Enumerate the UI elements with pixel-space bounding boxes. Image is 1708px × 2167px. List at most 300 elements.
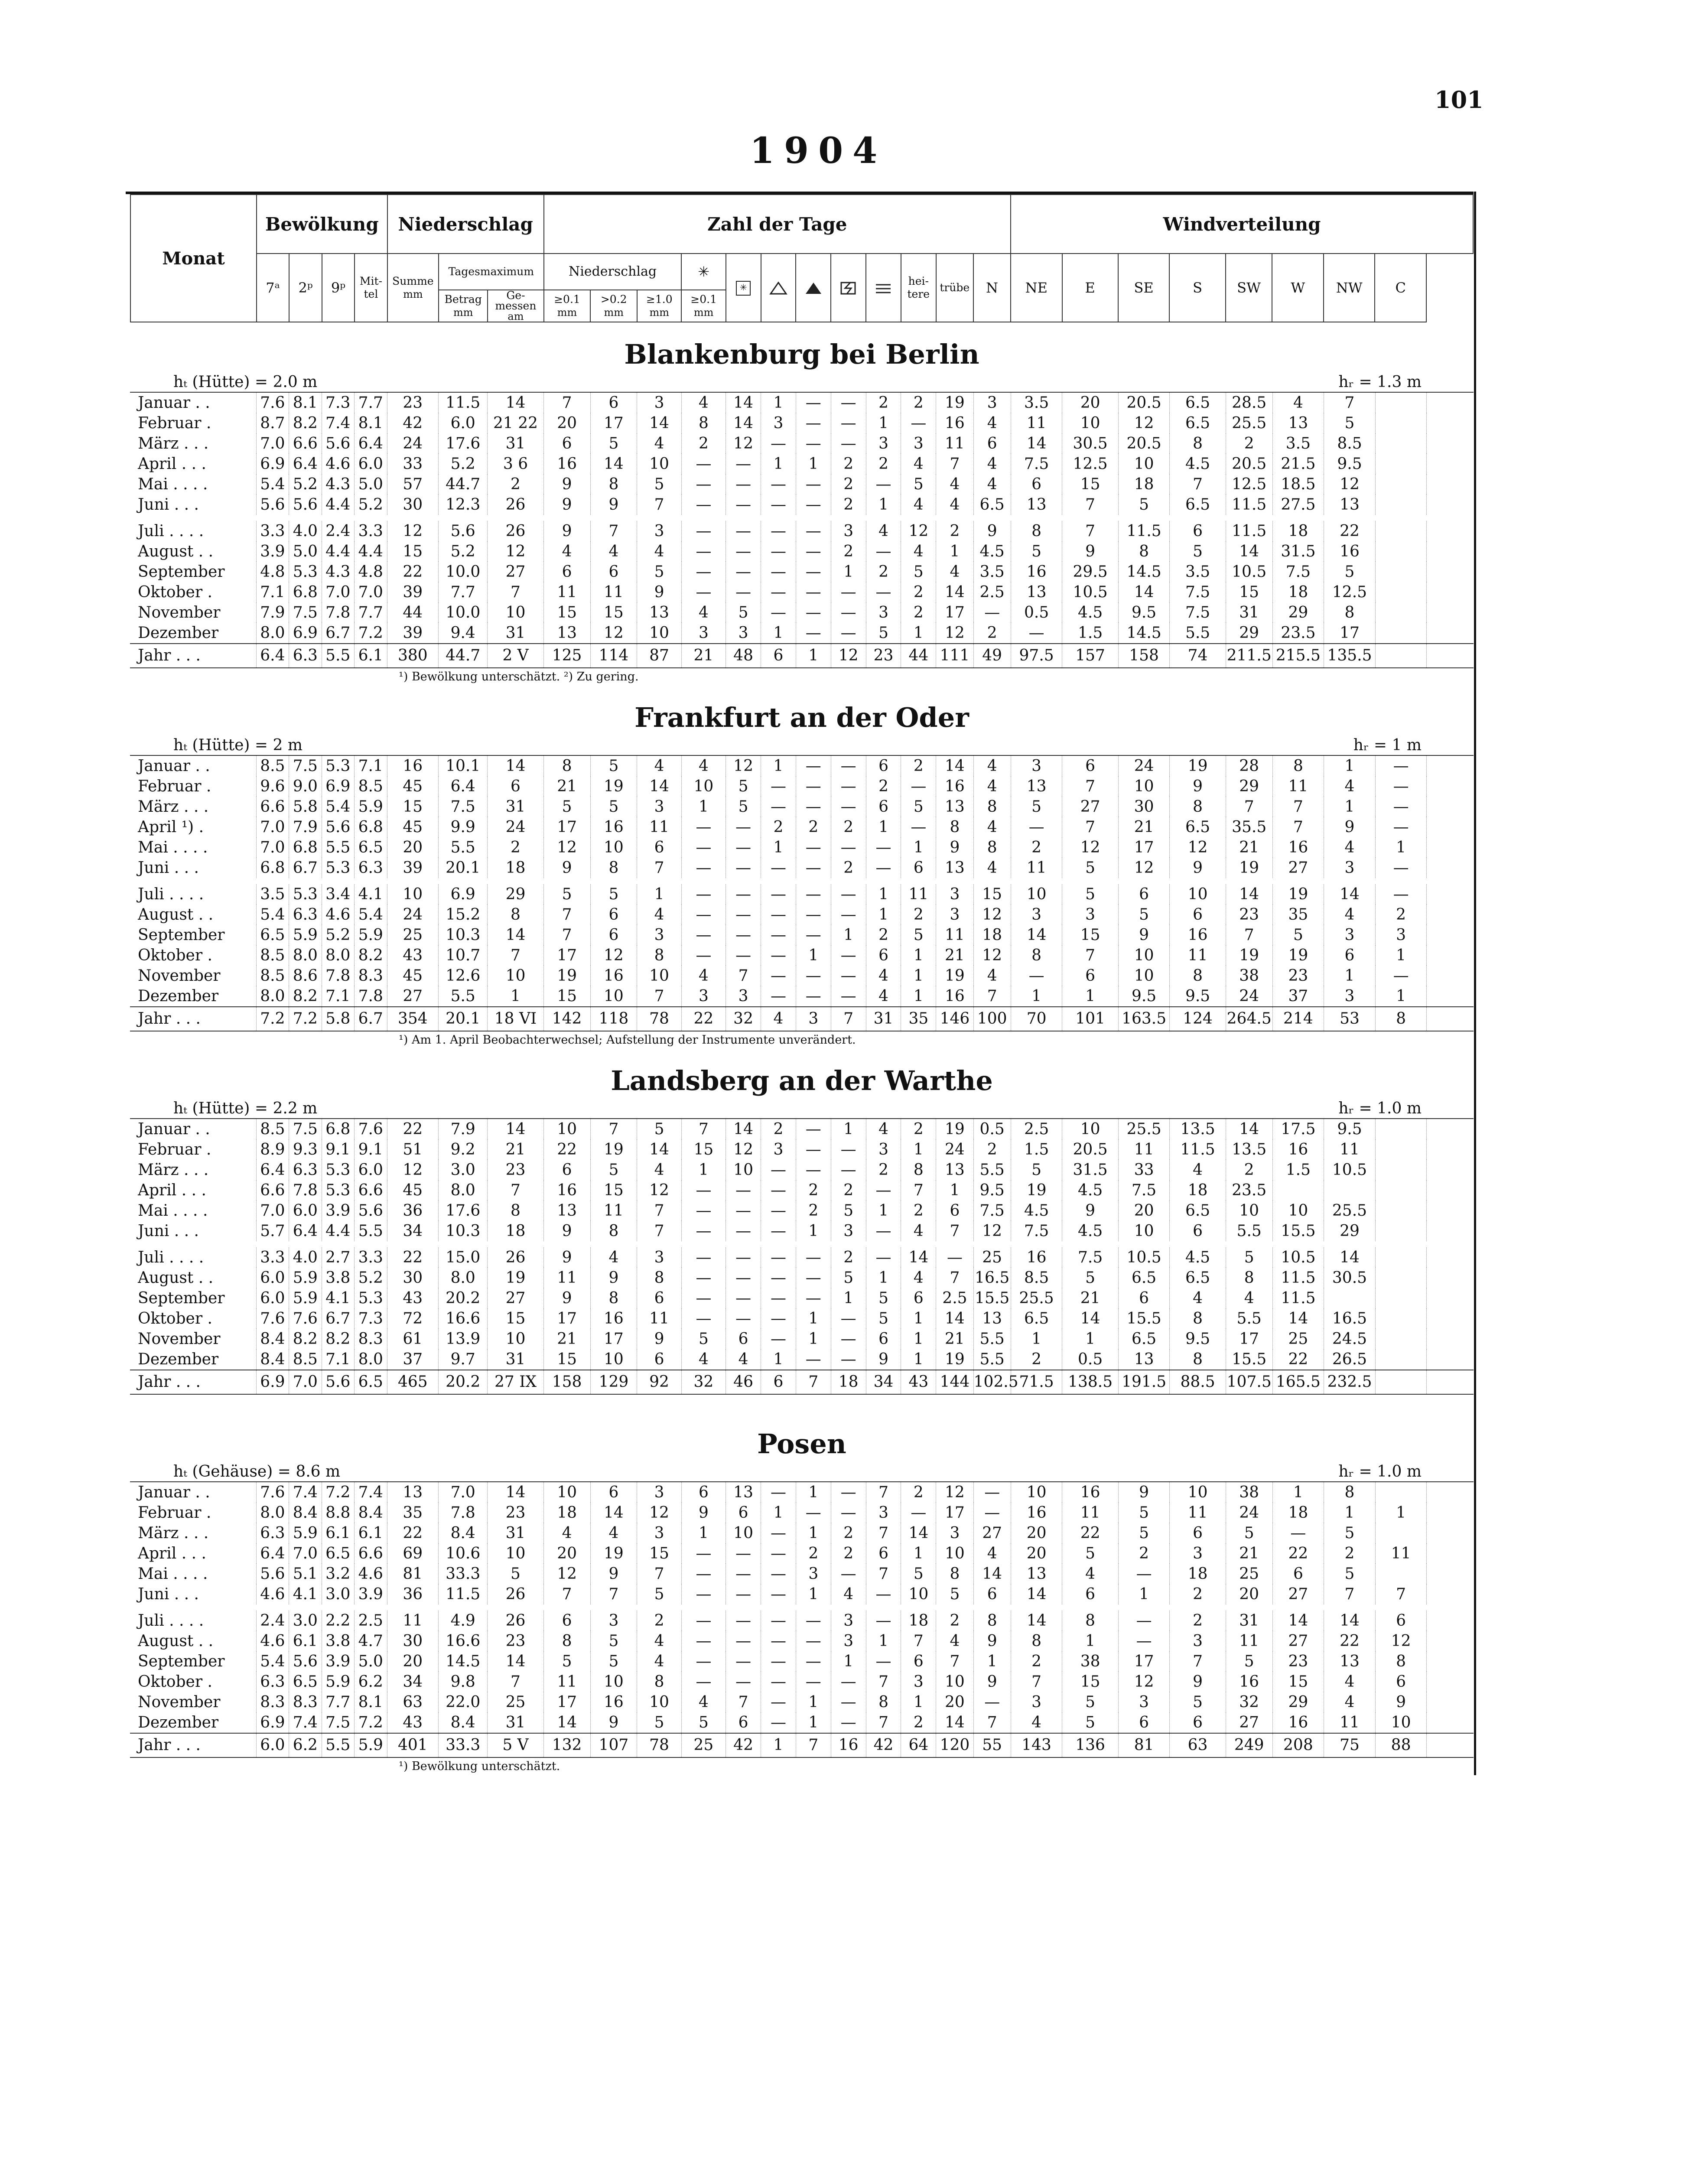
wind-w-cell: 18 — [1272, 1503, 1324, 1523]
wind-n-cell: 4 — [973, 413, 1011, 433]
header-niederschlag-days: Niederschlag — [544, 254, 682, 290]
hail-days-cell: 6 — [761, 644, 796, 668]
fog-days-cell: 4 — [866, 521, 901, 541]
hail-days-cell: — — [761, 1631, 796, 1651]
wind-n-cell: 6 — [973, 433, 1011, 454]
wind-sw-cell: 27 — [1226, 1712, 1272, 1733]
precip-max-cell: 10.6 — [439, 1543, 488, 1564]
graupel-days-cell: — — [796, 582, 831, 602]
thunder-days-cell: — — [831, 1672, 866, 1692]
days-10-cell: 3 — [637, 521, 681, 541]
overcast-days-cell: — — [936, 1247, 973, 1268]
cloud-mean-cell: 6.8 — [355, 817, 387, 837]
month-row — [130, 858, 1474, 878]
overcast-days-cell: 13 — [936, 858, 973, 878]
precip-date-cell: 14 — [488, 755, 543, 776]
clear-days-cell: 10 — [901, 1584, 936, 1604]
wind-c-cell — [1375, 1523, 1427, 1543]
overcast-days-cell: 16 — [936, 413, 973, 433]
cloud-9p-cell: 4.6 — [322, 905, 354, 925]
station-title: Landsberg an der Warthe — [611, 1065, 993, 1097]
wind-w-cell: 6 — [1272, 1564, 1324, 1584]
overcast-days-cell: 19 — [936, 1119, 973, 1139]
days-02-cell: 5 — [590, 1160, 637, 1180]
month-cell: Dezember — [138, 987, 219, 1005]
cloud-9p-cell: 5.3 — [322, 755, 354, 776]
graupel-days-cell: 1 — [796, 454, 831, 474]
thunder-days-cell: — — [831, 1482, 866, 1503]
days-10-cell: 5 — [637, 1119, 681, 1139]
snow-days-cell: — — [681, 1288, 725, 1308]
snow-days-cell: — — [681, 474, 725, 495]
cloud-2p-cell: 7.8 — [289, 1180, 322, 1201]
month-cell: Jahr . . . — [130, 1370, 256, 1394]
hail-days-cell: — — [761, 1672, 796, 1692]
month-row — [130, 1584, 1474, 1604]
overcast-days-cell: 7 — [936, 454, 973, 474]
threshold-label: ≥0.1 — [690, 293, 717, 306]
snow-days-cell: — — [681, 1631, 725, 1651]
raingauge-height: hᵣ = 1.0 m — [1338, 1463, 1422, 1480]
wind-sw-cell: 25 — [1226, 1564, 1272, 1584]
precip-sum-cell: 35 — [387, 1503, 439, 1523]
wind-n-cell: 12 — [973, 1221, 1011, 1241]
precip-sum-cell: 10 — [387, 884, 439, 905]
cloud-mean-cell: 2.5 — [355, 1611, 387, 1631]
graupel-days-cell: 3 — [796, 1564, 831, 1584]
month-row — [130, 1160, 1474, 1180]
days-01-cell: 7 — [543, 1584, 590, 1604]
hail-days-cell: 3 — [761, 413, 796, 433]
hail-days-cell: 6 — [761, 1370, 796, 1394]
snowcover-days-cell: — — [726, 1611, 761, 1631]
wind-sw-cell: 8 — [1226, 1268, 1272, 1288]
station-meta — [130, 372, 1474, 392]
graupel-days-cell: — — [796, 495, 831, 515]
clear-days-cell: 7 — [901, 1631, 936, 1651]
clear-days-cell: 12 — [901, 521, 936, 541]
graupel-days-cell: 1 — [796, 1329, 831, 1349]
days-01-cell: 9 — [543, 858, 590, 878]
hail-days-cell: — — [761, 966, 796, 986]
empty-cell — [1427, 495, 1474, 515]
wind-w-cell: 22 — [1272, 1543, 1324, 1564]
days-10-cell: 11 — [637, 817, 681, 837]
days-01-cell: 9 — [543, 521, 590, 541]
precip-sum-cell: 20 — [387, 837, 439, 858]
wind-e-cell: 1 — [1062, 1329, 1118, 1349]
precip-date-cell: 31 — [488, 1349, 543, 1370]
days-01-cell: 5 — [543, 797, 590, 817]
precip-max-cell: 7.8 — [439, 1503, 488, 1523]
wind-e-cell: 29.5 — [1062, 562, 1118, 582]
thunder-days-cell: 5 — [831, 1201, 866, 1221]
wind-sw-cell: 21 — [1226, 1543, 1272, 1564]
thunder-days-cell: 1 — [831, 1119, 866, 1139]
days-02-cell: 6 — [590, 1482, 637, 1503]
wind-s-cell: 12 — [1170, 837, 1226, 858]
overcast-days-cell: 19 — [936, 966, 973, 986]
wind-sw-cell: 5.5 — [1226, 1308, 1272, 1329]
wind-s-cell: 19 — [1170, 755, 1226, 776]
header-bewoelkung: Bewölkung — [257, 195, 387, 254]
cloud-mean-cell: 5.3 — [355, 1288, 387, 1308]
month-row — [130, 1308, 1474, 1329]
fog-days-cell: 4 — [866, 986, 901, 1007]
cloud-9p-cell: 9.1 — [322, 1139, 354, 1160]
precip-date-cell: 23 — [488, 1160, 543, 1180]
cloud-9p-cell: 6.8 — [322, 1119, 354, 1139]
overcast-days-cell: 4 — [936, 562, 973, 582]
days-10-cell: 87 — [637, 644, 681, 668]
clear-days-cell: 2 — [901, 1482, 936, 1503]
wind-s-cell: 9 — [1170, 1672, 1226, 1692]
cloud-9p-cell: 3.8 — [322, 1631, 354, 1651]
thunder-days-cell: — — [831, 776, 866, 797]
wind-ne-cell: 2 — [1011, 837, 1062, 858]
wind-ne-cell: 2.5 — [1011, 1119, 1062, 1139]
precip-sum-cell: 37 — [387, 1349, 439, 1370]
days-10-cell: 6 — [637, 1349, 681, 1370]
wind-w-cell: 8 — [1272, 755, 1324, 776]
wind-ne-cell: 5 — [1011, 797, 1062, 817]
wind-sw-cell: 14 — [1226, 541, 1272, 562]
cloud-7a-cell: 3.5 — [256, 884, 289, 905]
empty-cell — [1427, 1201, 1474, 1221]
days-10-cell: 10 — [637, 454, 681, 474]
hail-days-cell: — — [761, 1564, 796, 1584]
station-table — [130, 755, 1474, 1031]
empty-cell — [1427, 966, 1474, 986]
empty-cell — [1427, 837, 1474, 858]
wind-nw-cell: 13 — [1324, 1651, 1376, 1672]
raingauge-height: hᵣ = 1.3 m — [1338, 373, 1422, 391]
precip-date-cell: 8 — [488, 1201, 543, 1221]
month-cell: August . . — [138, 543, 214, 560]
wind-nw-cell: 14 — [1324, 884, 1376, 905]
wind-w-cell: 35 — [1272, 905, 1324, 925]
cloud-7a-cell: 5.4 — [256, 905, 289, 925]
snow-days-cell: 25 — [681, 1733, 725, 1757]
wind-n-cell: 8 — [973, 1611, 1011, 1631]
graupel-days-cell: 1 — [796, 1308, 831, 1329]
precip-sum-cell: 34 — [387, 1221, 439, 1241]
days-10-cell: 13 — [637, 602, 681, 623]
wind-n-cell: 4 — [973, 454, 1011, 474]
month-row — [130, 905, 1474, 925]
precip-sum-cell: 15 — [387, 541, 439, 562]
precip-date-cell: 10 — [488, 602, 543, 623]
cloud-mean-cell: 7.2 — [355, 1712, 387, 1733]
wind-ne-cell: 11 — [1011, 413, 1062, 433]
snow-days-cell: 4 — [681, 1692, 725, 1712]
wind-s-cell: 4.5 — [1170, 454, 1226, 474]
wind-s-cell: 13.5 — [1170, 1119, 1226, 1139]
snowcover-days-cell: 14 — [726, 413, 761, 433]
cloud-mean-cell: 6.4 — [355, 433, 387, 454]
wind-n-cell: 8 — [973, 837, 1011, 858]
precip-date-cell: 10 — [488, 1329, 543, 1349]
wind-ne-cell: 3 — [1011, 755, 1062, 776]
graupel-icon — [796, 254, 831, 322]
wind-nw-cell: 16.5 — [1324, 1308, 1376, 1329]
page-number: 101 — [1435, 86, 1484, 114]
precip-date-cell: 5 V — [488, 1733, 543, 1757]
month-row — [130, 1523, 1474, 1543]
snowcover-days-cell: 42 — [726, 1733, 761, 1757]
month-row — [130, 602, 1474, 623]
wind-e-cell: 101 — [1062, 1007, 1118, 1031]
cloud-mean-cell: 7.7 — [355, 602, 387, 623]
fog-days-cell: — — [866, 858, 901, 878]
days-02-cell: 8 — [590, 1288, 637, 1308]
wind-w-cell: 4 — [1272, 392, 1324, 413]
month-row — [130, 413, 1474, 433]
precip-date-cell: 31 — [488, 433, 543, 454]
clear-days-cell: 4 — [901, 454, 936, 474]
snowcover-days-cell: — — [726, 1221, 761, 1241]
wind-w-cell: — — [1272, 1523, 1324, 1543]
month-cell: Januar . . — [138, 757, 210, 775]
precip-date-cell: 26 — [488, 495, 543, 515]
days-02-cell: 19 — [590, 1139, 637, 1160]
wind-s-cell: 7.5 — [1170, 582, 1226, 602]
empty-cell — [1427, 433, 1474, 454]
snow-days-cell: — — [681, 945, 725, 966]
empty-cell — [1427, 986, 1474, 1007]
thunder-days-cell: — — [831, 1139, 866, 1160]
days-10-cell: 4 — [637, 433, 681, 454]
days-10-cell: 3 — [637, 1523, 681, 1543]
cloud-2p-cell: 5.8 — [289, 797, 322, 817]
wind-nw-cell: 14 — [1324, 1247, 1376, 1268]
unit-mm: mm — [403, 288, 423, 300]
days-10-cell: 7 — [637, 1564, 681, 1584]
fog-days-cell: 6 — [866, 797, 901, 817]
wind-sw-cell: 19 — [1226, 945, 1272, 966]
wind-ne-cell: 16 — [1011, 1247, 1062, 1268]
month-cell: Februar . — [138, 1504, 211, 1522]
snowcover-days-cell: — — [726, 541, 761, 562]
days-02-cell: 6 — [590, 562, 637, 582]
fog-days-cell: 1 — [866, 817, 901, 837]
days-02-cell: 6 — [590, 905, 637, 925]
station-footnote — [399, 1396, 1474, 1412]
clear-days-cell: 6 — [901, 858, 936, 878]
graupel-days-cell: 1 — [796, 1221, 831, 1241]
graupel-days-cell: — — [796, 1611, 831, 1631]
wind-e-cell: 5 — [1062, 858, 1118, 878]
snow-icon: ✳ — [681, 254, 725, 290]
cloud-2p-cell: 6.3 — [289, 1160, 322, 1180]
wind-c-cell — [1375, 602, 1427, 623]
thermometer-height: hₜ (Hütte) = 2 m — [173, 736, 303, 754]
cloud-mean-cell: 3.3 — [355, 521, 387, 541]
wind-se-cell: 9 — [1118, 1482, 1170, 1503]
thunder-days-cell: — — [831, 1160, 866, 1180]
empty-cell — [1427, 1329, 1474, 1349]
empty-cell — [1427, 1503, 1474, 1523]
cloud-7a-cell: 7.0 — [256, 817, 289, 837]
cloud-2p-cell: 6.1 — [289, 1631, 322, 1651]
wind-sw-cell: 7 — [1226, 797, 1272, 817]
wind-e-cell: 27 — [1062, 797, 1118, 817]
cloud-7a-cell: 7.9 — [256, 602, 289, 623]
precip-max-cell: 10.1 — [439, 755, 488, 776]
wind-c-cell — [1375, 644, 1427, 668]
wind-w-cell: 11.5 — [1272, 1268, 1324, 1288]
header-truebe: trübe — [936, 254, 973, 322]
days-02-cell: 4 — [590, 1523, 637, 1543]
precip-sum-cell: 16 — [387, 755, 439, 776]
days-02-cell: 9 — [590, 1268, 637, 1288]
snow-days-cell: 1 — [681, 797, 725, 817]
empty-cell — [1427, 945, 1474, 966]
annual-row — [130, 1733, 1474, 1757]
wind-s-cell: 6.5 — [1170, 413, 1226, 433]
cloud-7a-cell: 6.9 — [256, 1712, 289, 1733]
cloud-7a-cell: 6.8 — [256, 858, 289, 878]
station-table — [130, 1481, 1474, 1758]
cloud-9p-cell: 4.4 — [322, 541, 354, 562]
wind-c-cell: 9 — [1375, 1692, 1427, 1712]
graupel-days-cell: 2 — [796, 1201, 831, 1221]
cloud-7a-cell: 6.6 — [256, 1180, 289, 1201]
empty-cell — [1427, 1584, 1474, 1604]
precip-max-cell: 3.0 — [439, 1160, 488, 1180]
overcast-days-cell: 7 — [936, 1268, 973, 1288]
wind-se-cell: 10 — [1118, 945, 1170, 966]
cloud-7a-cell: 8.3 — [256, 1692, 289, 1712]
cloud-mean-cell: 6.0 — [355, 454, 387, 474]
days-10-cell: 7 — [637, 986, 681, 1007]
wind-se-cell: 11.5 — [1118, 521, 1170, 541]
graupel-days-cell: — — [796, 1160, 831, 1180]
wind-nw-cell: 3 — [1324, 925, 1376, 945]
hail-days-cell: — — [761, 1543, 796, 1564]
wind-w-cell: 7 — [1272, 817, 1324, 837]
precip-sum-cell: 72 — [387, 1308, 439, 1329]
clear-days-cell: 2 — [901, 602, 936, 623]
precip-max-cell: 5.2 — [439, 454, 488, 474]
wind-s-cell: 3 — [1170, 1543, 1226, 1564]
cloud-7a-cell: 8.5 — [256, 945, 289, 966]
wind-ne-cell: 10 — [1011, 884, 1062, 905]
thunder-days-cell: — — [831, 1329, 866, 1349]
snow-days-cell: — — [681, 1651, 725, 1672]
cloud-mean-cell: 9.1 — [355, 1139, 387, 1160]
wind-c-cell: 1 — [1375, 837, 1427, 858]
precip-date-cell: 18 VI — [488, 1007, 543, 1031]
wind-se-cell: 12 — [1118, 413, 1170, 433]
precip-date-cell: 7 — [488, 582, 543, 602]
month-row — [130, 1482, 1474, 1503]
wind-n-cell: 9 — [973, 1672, 1011, 1692]
precip-sum-cell: 24 — [387, 905, 439, 925]
overcast-days-cell: 12 — [936, 623, 973, 644]
days-10-cell: 2 — [637, 1611, 681, 1631]
station-meta — [130, 1461, 1474, 1481]
snowcover-days-cell: — — [726, 454, 761, 474]
month-cell: März . . . — [138, 1161, 209, 1179]
empty-cell — [1427, 1611, 1474, 1631]
days-01-cell: 4 — [543, 541, 590, 562]
cloud-mean-cell: 6.2 — [355, 1672, 387, 1692]
graupel-days-cell: — — [796, 884, 831, 905]
empty-cell — [1427, 817, 1474, 837]
days-10-cell: 5 — [637, 474, 681, 495]
snowcover-days-cell: — — [726, 884, 761, 905]
empty-cell — [1427, 925, 1474, 945]
cloud-7a-cell: 3.3 — [256, 521, 289, 541]
graupel-days-cell: — — [796, 797, 831, 817]
cloud-7a-cell: 8.7 — [256, 413, 289, 433]
precip-date-cell: 7 — [488, 945, 543, 966]
month-row — [130, 454, 1474, 474]
snow-days-cell: — — [681, 837, 725, 858]
precip-max-cell: 6.4 — [439, 776, 488, 797]
days-10-cell: 4 — [637, 1651, 681, 1672]
cloud-mean-cell: 5.4 — [355, 905, 387, 925]
cloud-mean-cell: 6.1 — [355, 1523, 387, 1543]
wind-nw-cell: 24.5 — [1324, 1329, 1376, 1349]
hail-days-cell: — — [761, 884, 796, 905]
empty-cell — [1427, 521, 1474, 541]
cloud-7a-cell: 6.0 — [256, 1733, 289, 1757]
cloud-7a-cell: 7.6 — [256, 1482, 289, 1503]
cloud-mean-cell: 5.5 — [355, 1221, 387, 1241]
wind-w-cell: 17.5 — [1272, 1119, 1324, 1139]
cloud-7a-cell: 6.9 — [256, 1370, 289, 1394]
wind-w-cell: 27.5 — [1272, 495, 1324, 515]
wind-se-cell: 8 — [1118, 541, 1170, 562]
snowcover-days-cell: — — [726, 837, 761, 858]
empty-cell — [1427, 1564, 1474, 1584]
snowcover-days-cell: 6 — [726, 1712, 761, 1733]
cloud-2p-cell: 8.0 — [289, 945, 322, 966]
wind-e-cell: 5 — [1062, 884, 1118, 905]
wind-se-cell: 25.5 — [1118, 1119, 1170, 1139]
header-9p: 9ᵖ — [322, 254, 355, 322]
clear-days-cell: 2 — [901, 755, 936, 776]
days-10-cell: 5 — [637, 1584, 681, 1604]
snow-days-cell: 4 — [681, 602, 725, 623]
wind-c-cell — [1375, 1201, 1427, 1221]
wind-nw-cell: 4 — [1324, 1692, 1376, 1712]
wind-e-cell: 7 — [1062, 495, 1118, 515]
thunder-days-cell: 1 — [831, 562, 866, 582]
overcast-days-cell: 5 — [936, 1584, 973, 1604]
wind-nw-cell: 1 — [1324, 755, 1376, 776]
month-cell: Februar . — [138, 1141, 211, 1158]
cloud-2p-cell: 8.5 — [289, 1349, 322, 1370]
days-10-cell: 14 — [637, 776, 681, 797]
precip-date-cell: 29 — [488, 884, 543, 905]
wind-ne-cell: 6 — [1011, 474, 1062, 495]
thunder-days-cell: — — [831, 905, 866, 925]
cloud-7a-cell: 4.6 — [256, 1584, 289, 1604]
wind-w-cell: 27 — [1272, 1631, 1324, 1651]
days-10-cell: 8 — [637, 1672, 681, 1692]
cloud-9p-cell: 4.6 — [322, 454, 354, 474]
days-02-cell: 16 — [590, 966, 637, 986]
wind-se-cell: 6 — [1118, 1712, 1170, 1733]
days-01-cell: 21 — [543, 1329, 590, 1349]
wind-sw-cell: 35.5 — [1226, 817, 1272, 837]
days-01-cell: 17 — [543, 1308, 590, 1329]
precip-date-cell: 31 — [488, 623, 543, 644]
header-zahl-der-tage: Zahl der Tage — [544, 195, 1011, 254]
